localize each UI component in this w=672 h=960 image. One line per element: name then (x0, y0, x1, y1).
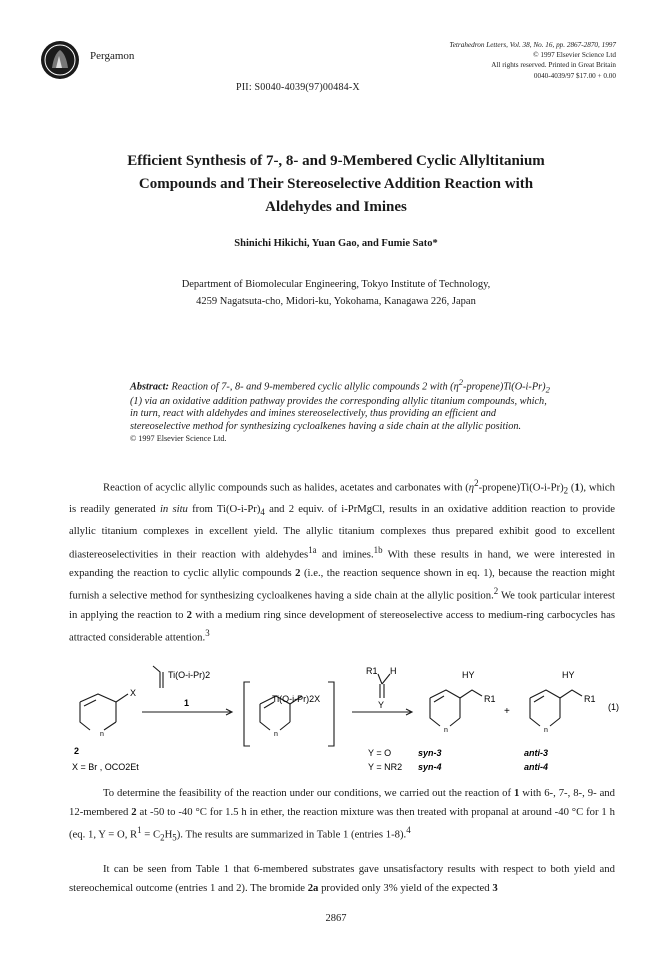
title-line-2: Compounds and Their Stereoselective Addition Reaction with (138, 176, 534, 192)
text-run: To determine the feasibility of the reaction under our conditions, we carried out the reaction of (103, 787, 514, 799)
syn-hy-label: HY (462, 670, 475, 680)
right-bracket (328, 682, 334, 746)
propene-ligand (153, 666, 160, 688)
text-run: -propene)Ti(O-i-Pr) (478, 481, 564, 494)
product-syn-ring (430, 690, 460, 726)
text-run: Reaction of acyclic allylic compounds such as halides, acetates and carbonates with ( (103, 481, 469, 494)
intermediate-ring-size: n (274, 731, 278, 738)
reference-marker: 1a (308, 544, 317, 555)
text-run: It can be seen from Table 1 that 6-membered substrates gave unsatisfactory results with respect to both yield and stereochemical outcome (entries 1 and 2). The bromide (69, 863, 615, 894)
compound-number: 2 (131, 805, 137, 818)
article-title (60, 150, 612, 219)
affiliation-line-2: 4259 Nagatsuta-cho, Midori-ku, Yokohama, Kanagawa 226, Japan (196, 296, 476, 307)
left-bracket (244, 682, 250, 746)
text-run: ). The results are summarized in Table 1 (entries 1-8). (176, 828, 407, 841)
paragraph-results (69, 860, 615, 897)
abstract-sup: 2 (458, 377, 464, 387)
reaction-scheme-eq1 (60, 664, 640, 776)
plus-sign: + (504, 706, 510, 717)
syn-ring-size: n (444, 727, 448, 734)
text-run: ( (568, 481, 575, 494)
price-line: 0040-4039/97 $17.00 + 0.00 (533, 71, 616, 80)
text-run: = C (141, 828, 161, 841)
subscript: 4 (260, 507, 265, 518)
y-oxygen-label: Y = O (368, 748, 392, 758)
reference-marker: 4 (406, 825, 411, 836)
anti-ring-size: n (544, 727, 548, 734)
abstract-sub: 2 (545, 384, 550, 395)
syn-4-label: syn-4 (418, 762, 442, 772)
anti-r1-label: R1 (584, 694, 596, 704)
text-run: provided only 3% yield of the expected (318, 881, 493, 894)
title-line-3: Aldehydes and Imines (265, 199, 407, 215)
copyright-line: © 1997 Elsevier Science Ltd (533, 51, 616, 60)
rights-line: All rights reserved. Printed in Great Britain (491, 61, 616, 70)
product-anti-ring (530, 690, 560, 726)
syn-3-label: syn-3 (418, 748, 442, 758)
compound-number: 3 (492, 881, 498, 894)
compound-number: 2 (186, 608, 192, 621)
text-run: ), which is readily generated (69, 481, 615, 516)
publisher-name: Pergamon (90, 50, 135, 62)
ring-size-n: n (100, 731, 104, 738)
abstract-text-b: -propene)Ti(O-i-Pr) (463, 381, 546, 393)
anti-hy-label: HY (562, 670, 575, 680)
subscript: 5 (172, 832, 177, 843)
reagent-number: 1 (184, 698, 190, 708)
abstract-text-a: Reaction of 7-, 8- and 9-membered cyclic allylic compounds 2 with (η (168, 381, 459, 393)
subscript: 2 (160, 832, 165, 843)
text-run: in situ (159, 503, 188, 516)
reference-marker: 1b (373, 544, 383, 555)
substrate-ring (80, 694, 116, 730)
anti-3-label: anti-3 (524, 748, 549, 758)
text-run: and imines. (316, 548, 374, 561)
journal-info (316, 40, 616, 81)
text-run: We took particular interest in applying the reaction to (69, 589, 615, 621)
superscript: 2 (474, 478, 479, 488)
intermediate-label: Ti(O-i-Pr)2X (272, 694, 321, 704)
equation-number: (1) (608, 702, 619, 712)
journal-line: Tetrahedron Letters, Vol. 38, No. 16, pp. 2867-2870, 1997 (449, 41, 616, 49)
page-number: 2867 (325, 913, 347, 924)
text-run: η (468, 481, 475, 494)
pii-identifier: PII: S0040-4039(97)00484-X (236, 82, 360, 93)
abstract-text-c: (1) via an oxidative addition pathway provides the corresponding allylic titanium compounds, which, in turn, react with aldehydes and imines stereoselectively, thus providing an efficient and stereoselective method for synthesizing cycloalkenes having a side chain at the allylic position. (130, 395, 547, 432)
compound-number: 1 (513, 787, 520, 799)
title-line-1: Efficient Synthesis of 7-, 8- and 9-Membered Cyclic Allyltitanium (127, 153, 545, 169)
anti-4-label: anti-4 (524, 762, 549, 772)
electrophile-r1: R1 (366, 666, 378, 676)
text-run: at -50 to -40 °C for 1.5 h in ether, the reaction mixture was then treated with propanal at around -40 °C for 1 h (eq. 1, Y = O, R (69, 805, 615, 841)
text-run: With these results in hand, we were interested in expanding the reaction to cyclic allylic compounds (69, 548, 615, 579)
electrophile-y: Y (378, 700, 385, 710)
compound-number: 2a (307, 881, 319, 894)
text-run: and 2 equiv. of i-PrMgCl, results in an oxidative addition reaction to provide allylic titanium complexes in excellent yield. The allylic titanium complexes thus prepared exhibit good to excellent diastereoselectivities in their reaction with aldehydes (69, 503, 615, 561)
reference-marker: 3 (205, 628, 210, 639)
reagent-label: Ti(O-i-Pr)2 (168, 670, 211, 680)
reference-marker: 2 (493, 586, 499, 597)
y-nr2-label: Y = NR2 (368, 762, 403, 772)
abstract-copyright: © 1997 Elsevier Science Ltd. (130, 434, 227, 444)
elsevier-logo-icon (40, 40, 80, 80)
author-list: Shinichi Hikichi, Yuan Gao, and Fumie Sato* (234, 238, 438, 249)
paragraph-intro (69, 474, 615, 647)
compound-number: 2 (295, 566, 301, 579)
superscript: 1 (137, 825, 142, 836)
compound-number: 1 (574, 481, 580, 494)
x-definition: X = Br , OCO2Et (72, 762, 139, 772)
affiliation-line-1: Department of Biomolecular Engineering, Tokyo Institute of Technology, (181, 279, 491, 290)
text-run: with 6-, 7-, 8-, 9- and 12-membered (69, 787, 615, 818)
syn-r1-label: R1 (484, 694, 496, 704)
paragraph-feasibility (69, 784, 615, 847)
text-run: H (164, 828, 173, 841)
abstract-label: Abstract: (130, 381, 169, 393)
text-run: (i.e., the reaction sequence shown in eq. 1), because the reaction might furnish a selective method for synthesizing cycloalkenes having a side chain at the allylic position. (69, 566, 615, 602)
substrate-number: 2 (74, 746, 80, 756)
electrophile-h: H (390, 666, 397, 676)
abstract (130, 376, 554, 446)
affiliation (0, 276, 672, 310)
text-run: from Ti(O-i-Pr) (187, 503, 261, 516)
text-run: with a medium ring since development of stereoselective access to medium-ring carbocycles has attracted considerable attention. (69, 608, 616, 644)
substrate-x-label: X (130, 688, 137, 698)
subscript: 2 (563, 485, 569, 496)
